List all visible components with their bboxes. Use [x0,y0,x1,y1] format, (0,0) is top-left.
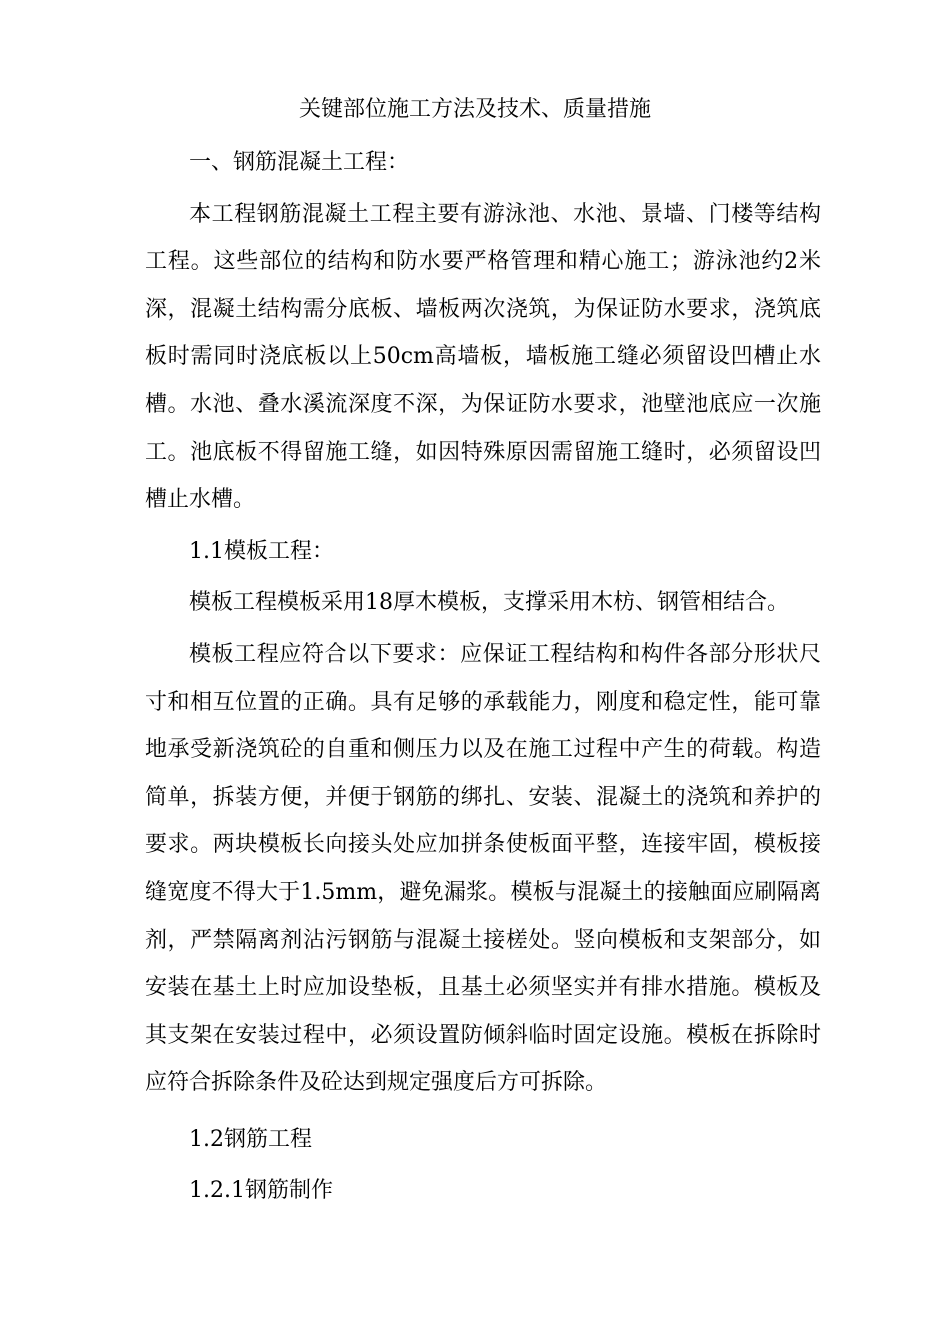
section-heading-1-2: 1.2钢筋工程 [189,1126,312,1152]
section-heading-1-2-1: 1.2.1钢筋制作 [189,1178,333,1204]
document-title: 关键部位施工方法及技术、质量措施 [298,97,651,122]
section-1-paragraph: 本工程钢筋混凝土工程主要有游泳池、水池、景墙、门楼等结构工程。这些部位的结构和防水要严格管理和精心施工；游泳池约2米深，混凝土结构需分底板、墙板两次浇筑，为保证防水要求，浇筑底板时需同时浇底板以上50cm高墙板，墙板施工缝必须留设凹槽止水槽。水池、叠水溪流深度不深，为保证防水要求，池壁池底应一次施工。池底板不得留施工缝，如因特殊原因需留施工缝时，必须留设凹槽止水槽。 [145,201,821,513]
section-1-1-paragraph-1: 模板工程模板采用18厚木模板，支撑采用木枋、钢管相结合。 [189,590,789,616]
document-body [145,139,821,1215]
section-heading-1: 一、钢筋混凝土工程： [189,150,410,175]
section-heading-1-1: 1.1模板工程： [189,538,334,564]
section-1-1-paragraph-2: 模板工程应符合以下要求：应保证工程结构和构件各部分形状尺寸和相互位置的正确。具有足够的承载能力，刚度和稳定性，能可靠地承受新浇筑砼的自重和侧压力以及在施工过程中产生的荷载。构造简单，拆装方便，并便于钢筋的绑扎、安装、混凝土的浇筑和养护的要求。两块模板长向接头处应加拼条使板面平整，连接牢固，模板接缝宽度不得大于1.5mm，避免漏浆。模板与混凝土的接触面应刷隔离剂，严禁隔离剂沾污钢筋与混凝土接槎处。竖向模板和支架部分，如安装在基土上时应加设垫板，且基土必须坚实并有排水措施。模板及其支架在安装过程中，必须设置防倾斜临时固定设施。模板在拆除时应符合拆除条件及砼达到规定强度后方可拆除。 [145,641,821,1096]
